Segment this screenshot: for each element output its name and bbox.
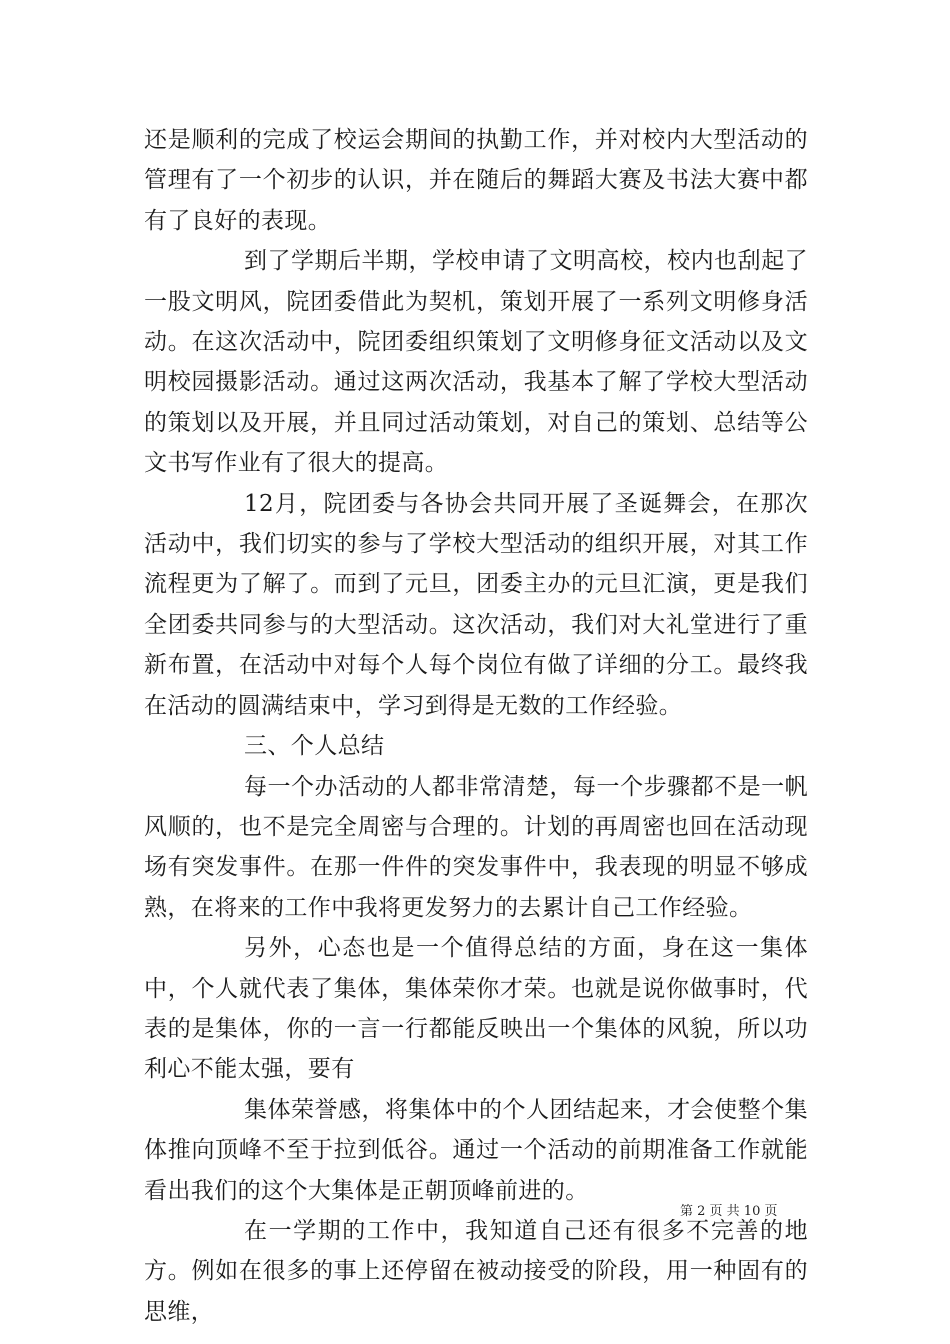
paragraph-christmas-newyear: 12月，院团委与各协会共同开展了圣诞舞会，在那次活动中，我们切实的参与了学校大型活动的组织开展，对其工作流程更为了解了。而到了元旦，团委主办的元旦汇演，更是我们全团委共同参与的大型活动。这次活动，我们对大礼堂进行了重新布置，在活动中对每个人每个岗位有做了详细的分工。最终我在活动的圆满结束中，学习到得是无数的工作经验。: [144, 490, 808, 719]
page-number-footer: 第 2 页 共 10 页: [680, 1204, 778, 1219]
paragraph-unexpected-events: 每一个办活动的人都非常清楚，每一个步骤都不是一帆风顺的，也不是完全周密与合理的。计划的再周密也回在活动现场有突发事件。在那一件件的突发事件中，我表现的明显不够成熟，在将来的工作中我将更发努力的去累计自己工作经验。: [144, 773, 808, 921]
paragraph-continuation: 还是顺利的完成了校运会期间的执勤工作，并对校内大型活动的管理有了一个初步的认识，并在随后的舞蹈大赛及书法大赛中都有了良好的表现。: [144, 127, 808, 234]
section-heading-personal-summary: 三、个人总结: [244, 733, 385, 760]
paragraph-culture-campaign: 到了学期后半期，学校申请了文明高校，校内也刮起了一股文明风，院团委借此为契机，策划开展了一系列文明修身活动。在这次活动中，院团委组织策划了文明修身征文活动以及文明校园摄影活动。通过这两次活动，我基本了解了学校大型活动的策划以及开展，并且同过活动策划，对自己的策划、总结等公文书写作业有了很大的提高。: [144, 248, 808, 477]
paragraph-mindset: 另外，心态也是一个值得总结的方面，身在这一集体中，个人就代表了集体，集体荣你才荣。也就是说你做事时，代表的是集体，你的一言一行都能反映出一个集体的风貌，所以功利心不能太强，要有: [144, 935, 808, 1083]
paragraph-collective-honor: 集体荣誉感，将集体中的个人团结起来，才会使整个集体推向顶峰不至于拉到低谷。通过一个活动的前期准备工作就能看出我们的这个大集体是正朝顶峰前进的。: [144, 1096, 808, 1204]
paragraph-shortcomings: 在一学期的工作中，我知道自己还有很多不完善的地方。例如在很多的事上还停留在被动接受的阶段，用一种固有的思维，: [144, 1217, 808, 1325]
body-text: [144, 120, 808, 1332]
